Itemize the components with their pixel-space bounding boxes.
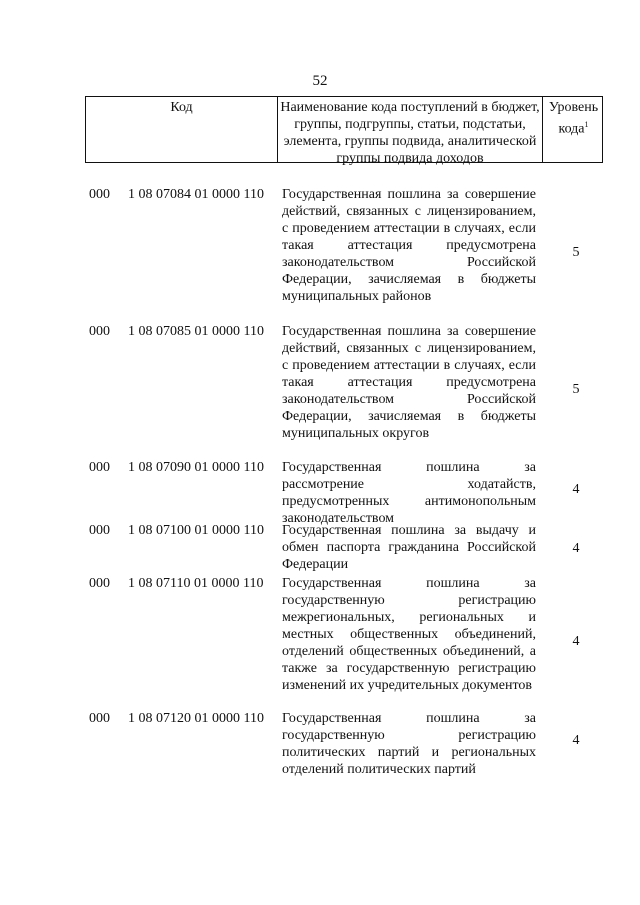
- row-description: Государственная пошлина за совершение действий, связанных с лицензированием, с проведением аттестации в случаях, если такая аттестация предусмотрена законодательством Российской Федерации, зачисляемая в бюджеты муниципальных районов: [282, 187, 536, 304]
- header-code: Код: [86, 97, 278, 162]
- row-level: 5: [572, 382, 580, 397]
- row-budget-code: 1 08 07085 01 0000 110: [128, 324, 264, 339]
- row-description: Государственная пошлина за выдачу и обмен паспорта гражданина Российской Федерации: [282, 523, 536, 572]
- row-budget-code: 1 08 07084 01 0000 110: [128, 187, 264, 202]
- row-description: Государственная пошлина за рассмотрение ходатайств, предусмотренных антимонопольным законодательством: [282, 460, 536, 526]
- row-budget-code: 1 08 07090 01 0000 110: [128, 460, 264, 475]
- row-level: 5: [572, 245, 580, 260]
- page-number: 52: [312, 73, 328, 89]
- row-admin-code: 000: [89, 324, 110, 339]
- row-description: Государственная пошлина за государственную регистрацию политических партий и региональных отделений политических партий: [282, 711, 536, 777]
- row-level: 4: [572, 634, 580, 649]
- row-level: 4: [572, 482, 580, 497]
- row-level: 4: [572, 541, 580, 556]
- row-admin-code: 000: [89, 187, 110, 202]
- row-description: Государственная пошлина за совершение действий, связанных с лицензированием, с проведением аттестации в случаях, если такая аттестация предусмотрена законодательством Российской Федерации, зачисляемая в бюджеты муниципальных округов: [282, 324, 536, 441]
- header-level: [543, 97, 604, 164]
- row-budget-code: 1 08 07110 01 0000 110: [128, 576, 264, 591]
- table-header: [85, 96, 603, 166]
- row-description: Государственная пошлина за государственную регистрацию межрегиональных, региональных и местных общественных объединений, отделений общественных объединений, а также за государственную регистрацию изменений их учредительных документов: [282, 576, 536, 693]
- header-name: Наименование кода поступлений в бюджет, группы, подгруппы, статьи, подстатьи, элемента, группы подвида, аналитической группы подвида доходов: [278, 97, 543, 162]
- header-level-label: Уровень кода: [548, 100, 599, 137]
- row-admin-code: 000: [89, 523, 110, 538]
- row-admin-code: 000: [89, 460, 110, 475]
- row-admin-code: 000: [89, 576, 110, 591]
- header-level-footnote: 1: [584, 120, 589, 129]
- row-level: 4: [572, 733, 580, 748]
- row-budget-code: 1 08 07120 01 0000 110: [128, 711, 264, 726]
- row-admin-code: 000: [89, 711, 110, 726]
- row-budget-code: 1 08 07100 01 0000 110: [128, 523, 264, 538]
